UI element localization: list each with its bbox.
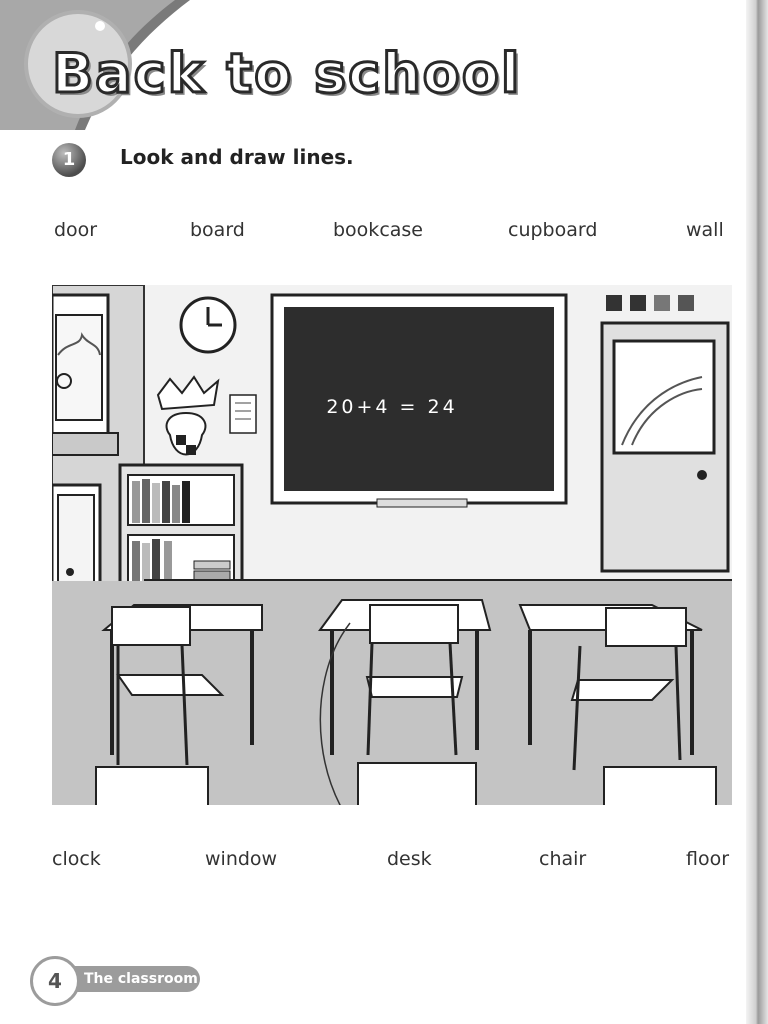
foreground-chair-back (96, 767, 208, 805)
window (52, 295, 118, 455)
classroom-illustration (52, 285, 732, 805)
footer-page-number: 4 (30, 956, 80, 1006)
page-binding-edge (746, 0, 768, 1024)
word-window: window (205, 848, 278, 870)
word-bookcase: bookcase (333, 219, 423, 241)
board (272, 295, 566, 507)
word-floor: floor (686, 848, 730, 870)
page-title: Back to school (52, 42, 522, 105)
exercise-number-badge: 1 (52, 143, 86, 177)
door (602, 323, 728, 571)
word-cupboard: cupboard (508, 219, 598, 241)
word-door: door (54, 219, 98, 241)
word-chair: chair (539, 848, 587, 870)
foreground-chair-back (604, 767, 716, 805)
clock (181, 298, 235, 352)
word-clock: clock (52, 848, 101, 870)
word-board: board (190, 219, 245, 241)
board-equation: 20+4 = 24 (326, 396, 458, 418)
exercise-instruction: Look and draw lines. (120, 145, 354, 169)
footer-section-label: The classroom (62, 966, 200, 992)
word-desk: desk (387, 848, 432, 870)
foreground-chair-back (358, 763, 476, 805)
word-wall: wall (686, 219, 724, 241)
bookcase (120, 465, 242, 595)
